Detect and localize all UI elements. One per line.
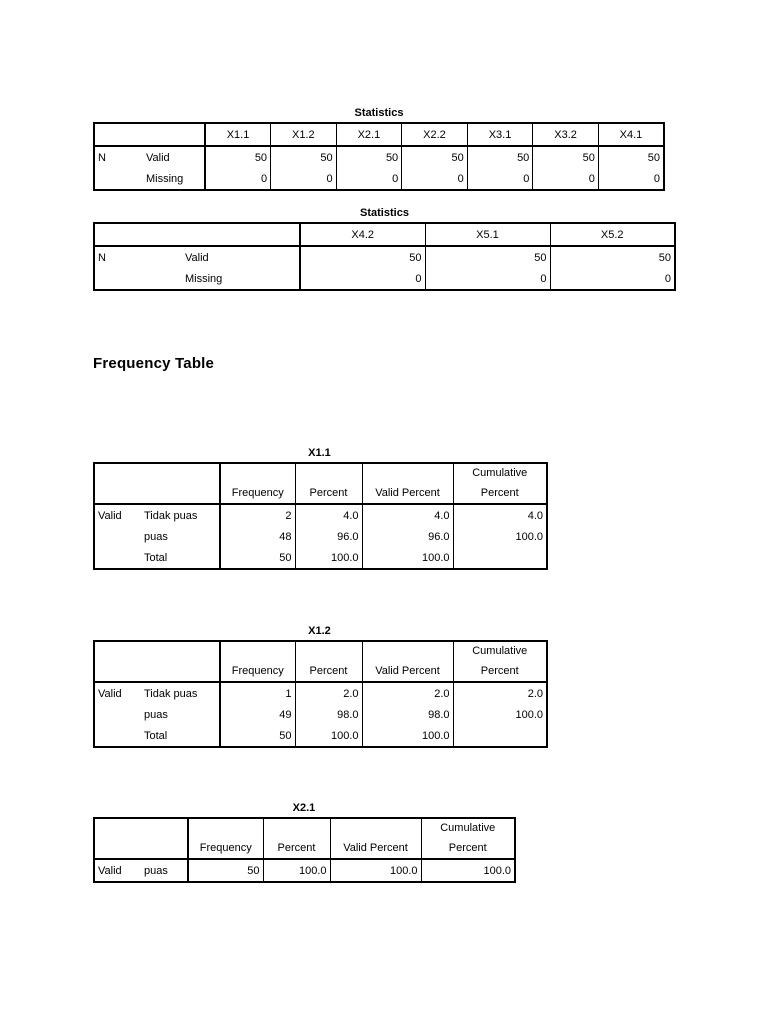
table-row — [94, 725, 547, 747]
row-label: puas — [144, 708, 168, 721]
stats1-col-header: X2.1 — [336, 123, 402, 146]
stats2-header-row — [94, 223, 675, 246]
table-cell: 100.0 — [295, 547, 362, 569]
table-row — [94, 146, 664, 168]
table-cell: 0 — [598, 168, 664, 190]
table-cell: 50 — [271, 146, 337, 168]
table-cell: 4.0 — [362, 504, 453, 526]
stats1-header-row — [94, 123, 664, 146]
stats1-col-header: X1.2 — [271, 123, 337, 146]
stats2-table — [93, 222, 676, 291]
row-label: puas — [141, 859, 188, 882]
stats2-col-header: X5.2 — [550, 223, 675, 246]
table-cell: 100.0 — [362, 547, 453, 569]
x12-header-row-top — [94, 641, 547, 660]
stats1-row-group: N — [94, 146, 143, 168]
percent-header: Percent — [295, 660, 362, 682]
x11-title: X1.1 — [308, 447, 331, 459]
table-row — [94, 504, 547, 526]
table-cell: 100.0 — [295, 725, 362, 747]
table-cell: 96.0 — [362, 526, 453, 547]
table-cell: 100.0 — [362, 725, 453, 747]
table-cell: 0 — [533, 168, 599, 190]
stats2-col-header: X5.1 — [425, 223, 550, 246]
x21-header-row-bottom — [94, 837, 515, 859]
cumulative-header-bottom: Percent — [421, 837, 515, 859]
valid-percent-header: Valid Percent — [330, 837, 421, 859]
stats1-col-header: X3.2 — [533, 123, 599, 146]
frequency-header: Frequency — [220, 660, 295, 682]
table-cell: 50 — [188, 859, 263, 882]
table-cell: 0 — [336, 168, 402, 190]
table-cell: 50 — [220, 547, 295, 569]
stats1-col-header: X1.1 — [205, 123, 271, 146]
table-row — [94, 268, 675, 290]
x12-header-row-bottom — [94, 660, 547, 682]
stats1-col-header: X2.2 — [402, 123, 468, 146]
stats1-col-header: X3.1 — [467, 123, 533, 146]
table-cell: 50 — [402, 146, 468, 168]
x12-table — [93, 640, 548, 748]
cumulative-header-top: Cumulative — [421, 818, 515, 837]
cumulative-header-top: Cumulative — [453, 641, 547, 660]
row-group-valid: Valid — [94, 682, 141, 704]
table-cell: 0 — [425, 268, 550, 290]
stats2-row-group: N — [94, 246, 182, 268]
table-cell: 100.0 — [453, 704, 547, 725]
table-row — [94, 682, 547, 704]
table-cell: 1 — [220, 682, 295, 704]
x11-header-row-bottom — [94, 482, 547, 504]
frequency-header: Frequency — [220, 482, 295, 504]
row-label: Total — [141, 725, 220, 747]
cumulative-header-top: Cumulative — [453, 463, 547, 482]
x12-title: X1.2 — [308, 625, 331, 637]
table-cell: 100.0 — [453, 526, 547, 547]
table-cell: 4.0 — [453, 504, 547, 526]
table-cell: 96.0 — [295, 526, 362, 547]
frequency-header: Frequency — [188, 837, 263, 859]
table-row — [94, 859, 515, 882]
table-cell: 4.0 — [295, 504, 362, 526]
row-group-valid: Valid — [94, 504, 141, 526]
x21-title: X2.1 — [292, 802, 316, 814]
table-cell: 48 — [220, 526, 295, 547]
table-cell: 0 — [300, 268, 425, 290]
table-cell: 98.0 — [362, 704, 453, 725]
table-cell: 0 — [467, 168, 533, 190]
x11-header-row-top — [94, 463, 547, 482]
table-cell: 2.0 — [453, 682, 547, 704]
section-heading: Frequency Table — [93, 355, 215, 372]
x21-table — [93, 817, 516, 883]
stats2-row-label: Missing — [182, 268, 300, 290]
table-cell: 100.0 — [330, 859, 421, 882]
table-cell: 0 — [205, 168, 271, 190]
table-cell: 2.0 — [295, 682, 362, 704]
table-row — [94, 526, 547, 547]
table-cell: 98.0 — [295, 704, 362, 725]
valid-percent-header: Valid Percent — [362, 482, 453, 504]
table-cell: 50 — [205, 146, 271, 168]
table-cell: 50 — [425, 246, 550, 268]
table-cell: 100.0 — [263, 859, 330, 882]
stats1-title: Statistics — [354, 107, 404, 119]
table-row — [94, 168, 664, 190]
stats1-col-header: X4.1 — [598, 123, 664, 146]
table-cell — [453, 725, 547, 747]
table-cell: 49 — [220, 704, 295, 725]
table-cell: 50 — [467, 146, 533, 168]
row-label: Tidak puas — [144, 509, 198, 522]
table-cell: 2 — [220, 504, 295, 526]
stats2-col-header: X4.2 — [300, 223, 425, 246]
x21-header-row-top — [94, 818, 515, 837]
table-cell: 50 — [300, 246, 425, 268]
row-label: Total — [141, 547, 220, 569]
valid-percent-header: Valid Percent — [362, 660, 453, 682]
stats2-row-label: Valid — [185, 251, 209, 264]
table-row — [94, 246, 675, 268]
table-cell: 50 — [220, 725, 295, 747]
table-cell: 100.0 — [421, 859, 515, 882]
table-cell: 0 — [550, 268, 675, 290]
stats1-row-label: Valid — [146, 151, 170, 164]
stats1-row-label: Missing — [143, 168, 205, 190]
cumulative-header-bottom: Percent — [453, 482, 547, 504]
table-cell: 50 — [533, 146, 599, 168]
table-cell: 0 — [402, 168, 468, 190]
stats2-title: Statistics — [360, 207, 409, 219]
table-cell: 50 — [336, 146, 402, 168]
table-cell — [453, 547, 547, 569]
table-row — [94, 547, 547, 569]
table-cell: 50 — [550, 246, 675, 268]
x11-table — [93, 462, 548, 570]
table-cell: 2.0 — [362, 682, 453, 704]
table-row — [94, 704, 547, 725]
cumulative-header-bottom: Percent — [453, 660, 547, 682]
table-cell: 0 — [271, 168, 337, 190]
percent-header: Percent — [295, 482, 362, 504]
table-cell: 50 — [598, 146, 664, 168]
row-label: Tidak puas — [144, 687, 198, 700]
stats1-table — [93, 122, 665, 191]
row-group-valid: Valid — [94, 859, 141, 882]
percent-header: Percent — [263, 837, 330, 859]
row-label: puas — [144, 530, 168, 543]
